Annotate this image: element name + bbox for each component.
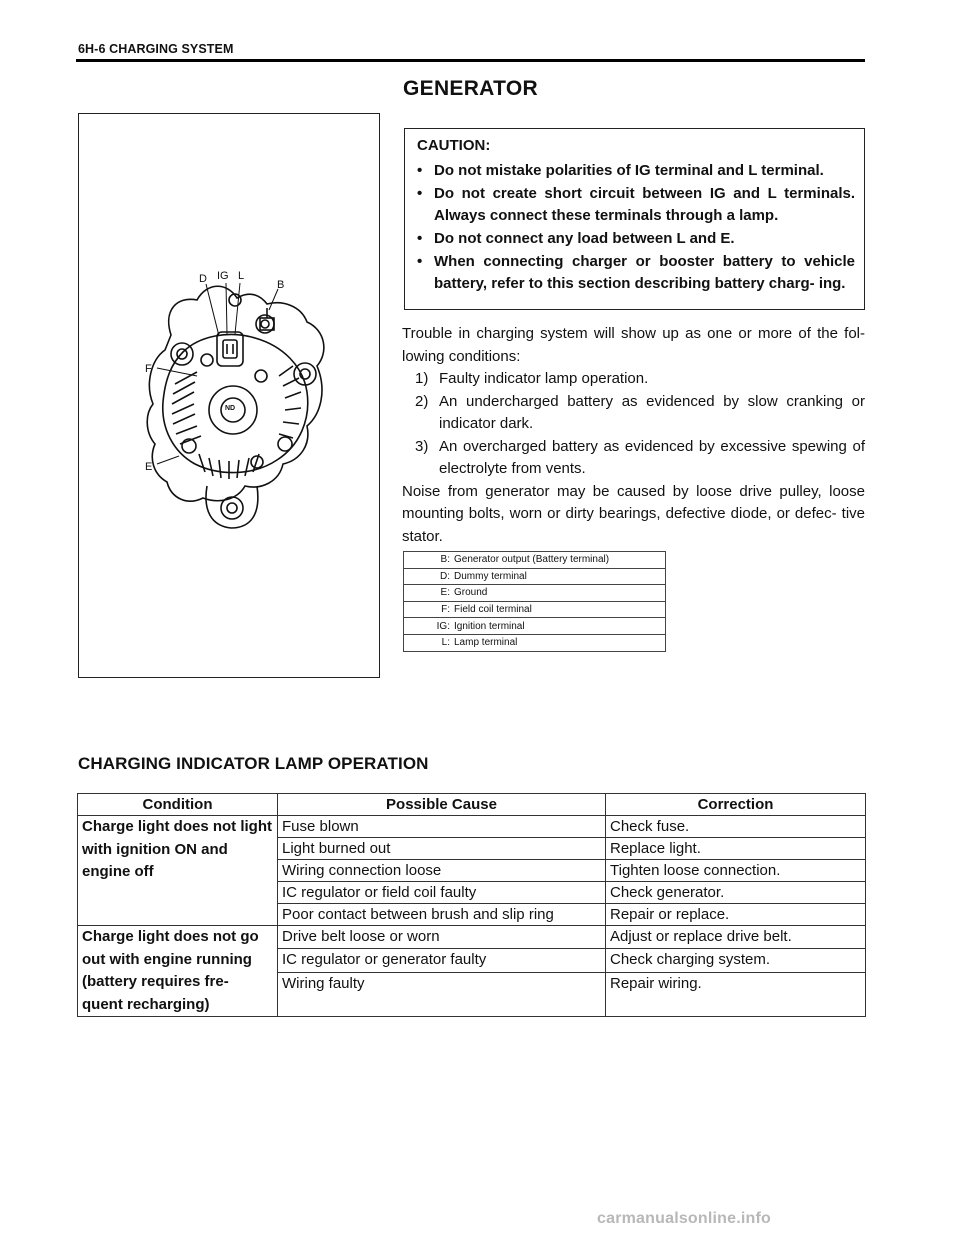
cause-cell: Drive belt loose or worn [278,926,606,949]
header-rule [76,59,865,62]
section-title: CHARGING INDICATOR LAMP OPERATION [78,754,429,773]
header-condition: Condition [78,794,278,816]
header-cause: Possible Cause [278,794,606,816]
label-ig: IG [217,270,229,282]
condition-item [402,368,865,391]
correction-cell: Adjust or replace drive belt. [606,926,866,949]
page-title: GENERATOR [403,77,538,100]
table-row [78,926,866,949]
lamp-operation-table [77,793,866,1017]
label-e: E [145,461,153,473]
table-row [78,816,866,838]
legend-value: Ignition terminal [454,618,666,635]
legend-value: Ground [454,585,666,602]
legend-row [404,552,666,569]
label-f: F [145,363,152,375]
bottom-bolt-hole [221,497,243,519]
caution-item: • Do not mistake polarities of IG terminal and L terminal. [417,160,855,182]
legend-key: F: [404,601,455,618]
ig-l-connector [217,332,243,366]
legend-row [404,601,666,618]
leader-e [157,456,179,464]
conditions-list [402,368,865,481]
cooling-fins-left [172,372,201,444]
legend-value: Dummy terminal [454,568,666,585]
cause-cell: IC regulator or generator faulty [278,949,606,972]
legend-row [404,585,666,602]
leader-b [269,289,278,310]
intro-paragraph: Trouble in charging system will show up as one or more of the fol- lowing conditions: [402,325,865,365]
correction-cell: Repair or replace. [606,904,866,926]
legend-key: B: [404,552,455,569]
nd-mark: ND [225,405,236,412]
caution-item: • Do not connect any load between L and E. [417,228,855,250]
correction-cell: Check fuse. [606,816,866,838]
correction-cell: Check generator. [606,882,866,904]
leader-d [206,284,219,336]
condition-number: 2) [415,392,429,410]
condition-text: An undercharged battery as evidenced by slow cranking or indicator dark. [439,392,865,432]
legend-key: D: [404,568,455,585]
condition-number: 3) [415,437,429,455]
cooling-fins-right [279,366,301,438]
noise-paragraph: Noise from generator may be caused by loose drive pulley, loose mounting bolts, worn or dirty bearings, defective diode, or defec- tive stator. [402,482,865,545]
legend-row [404,568,666,585]
legend-key: L: [404,634,455,651]
correction-cell: Replace light. [606,838,866,860]
cause-cell: Wiring connection loose [278,860,606,882]
condition-text: An overcharged battery as evidenced by excessive spewing of electrolyte from vents. [439,437,865,477]
legend-value: Lamp terminal [454,634,666,651]
correction-cell: Tighten loose connection. [606,860,866,882]
condition-number: 1) [415,370,429,387]
terminal-legend [403,551,666,652]
condition-text: Faulty indicator lamp operation. [439,370,649,387]
legend-value: Generator output (Battery terminal) [454,552,666,569]
watermark: carmanualsonline.info [597,1210,772,1227]
leader-ig [226,283,227,334]
legend-row [404,634,666,651]
leader-f [157,368,197,376]
cause-cell: Poor contact between brush and slip ring [278,904,606,926]
legend-key: IG: [404,618,455,635]
page-header: 6H-6 CHARGING SYSTEM [78,42,234,56]
label-l: L [238,270,245,282]
correction-cell: Repair wiring. [606,972,866,1016]
condition-item [402,436,865,481]
cause-cell: Wiring faulty [278,972,606,1016]
legend-key: E: [404,585,455,602]
label-b: B [277,279,285,291]
cooling-fins-bottom [199,454,259,479]
cause-cell: IC regulator or field coil faulty [278,882,606,904]
legend-value: Field coil terminal [454,601,666,618]
condition-cell: Charge light does not light with ignition ON and engine off [78,816,278,926]
cause-cell: Fuse blown [278,816,606,838]
correction-cell: Check charging system. [606,949,866,972]
caution-item: • When connecting charger or booster battery to vehicle battery, refer to this section describing battery charg- ing. [417,251,855,295]
header-correction: Correction [606,794,866,816]
condition-cell: Charge light does not go out with engine running (battery requires fre- quent recharging) [78,926,278,1017]
caution-box [404,128,865,310]
body-text [402,323,865,548]
cause-cell: Light burned out [278,838,606,860]
generator-figure [78,113,380,678]
caution-item: • Do not create short circuit between IG and L terminals. Always connect these terminals through a lamp. [417,183,855,227]
condition-item [402,391,865,436]
caution-title: CAUTION: [417,137,491,154]
generator-illustration [79,114,381,679]
legend-row [404,618,666,635]
mounting-ear-bottom [206,486,258,528]
label-d: D [199,273,207,285]
leader-l [235,283,240,334]
table-header-row [78,794,866,816]
caution-list [417,160,855,295]
